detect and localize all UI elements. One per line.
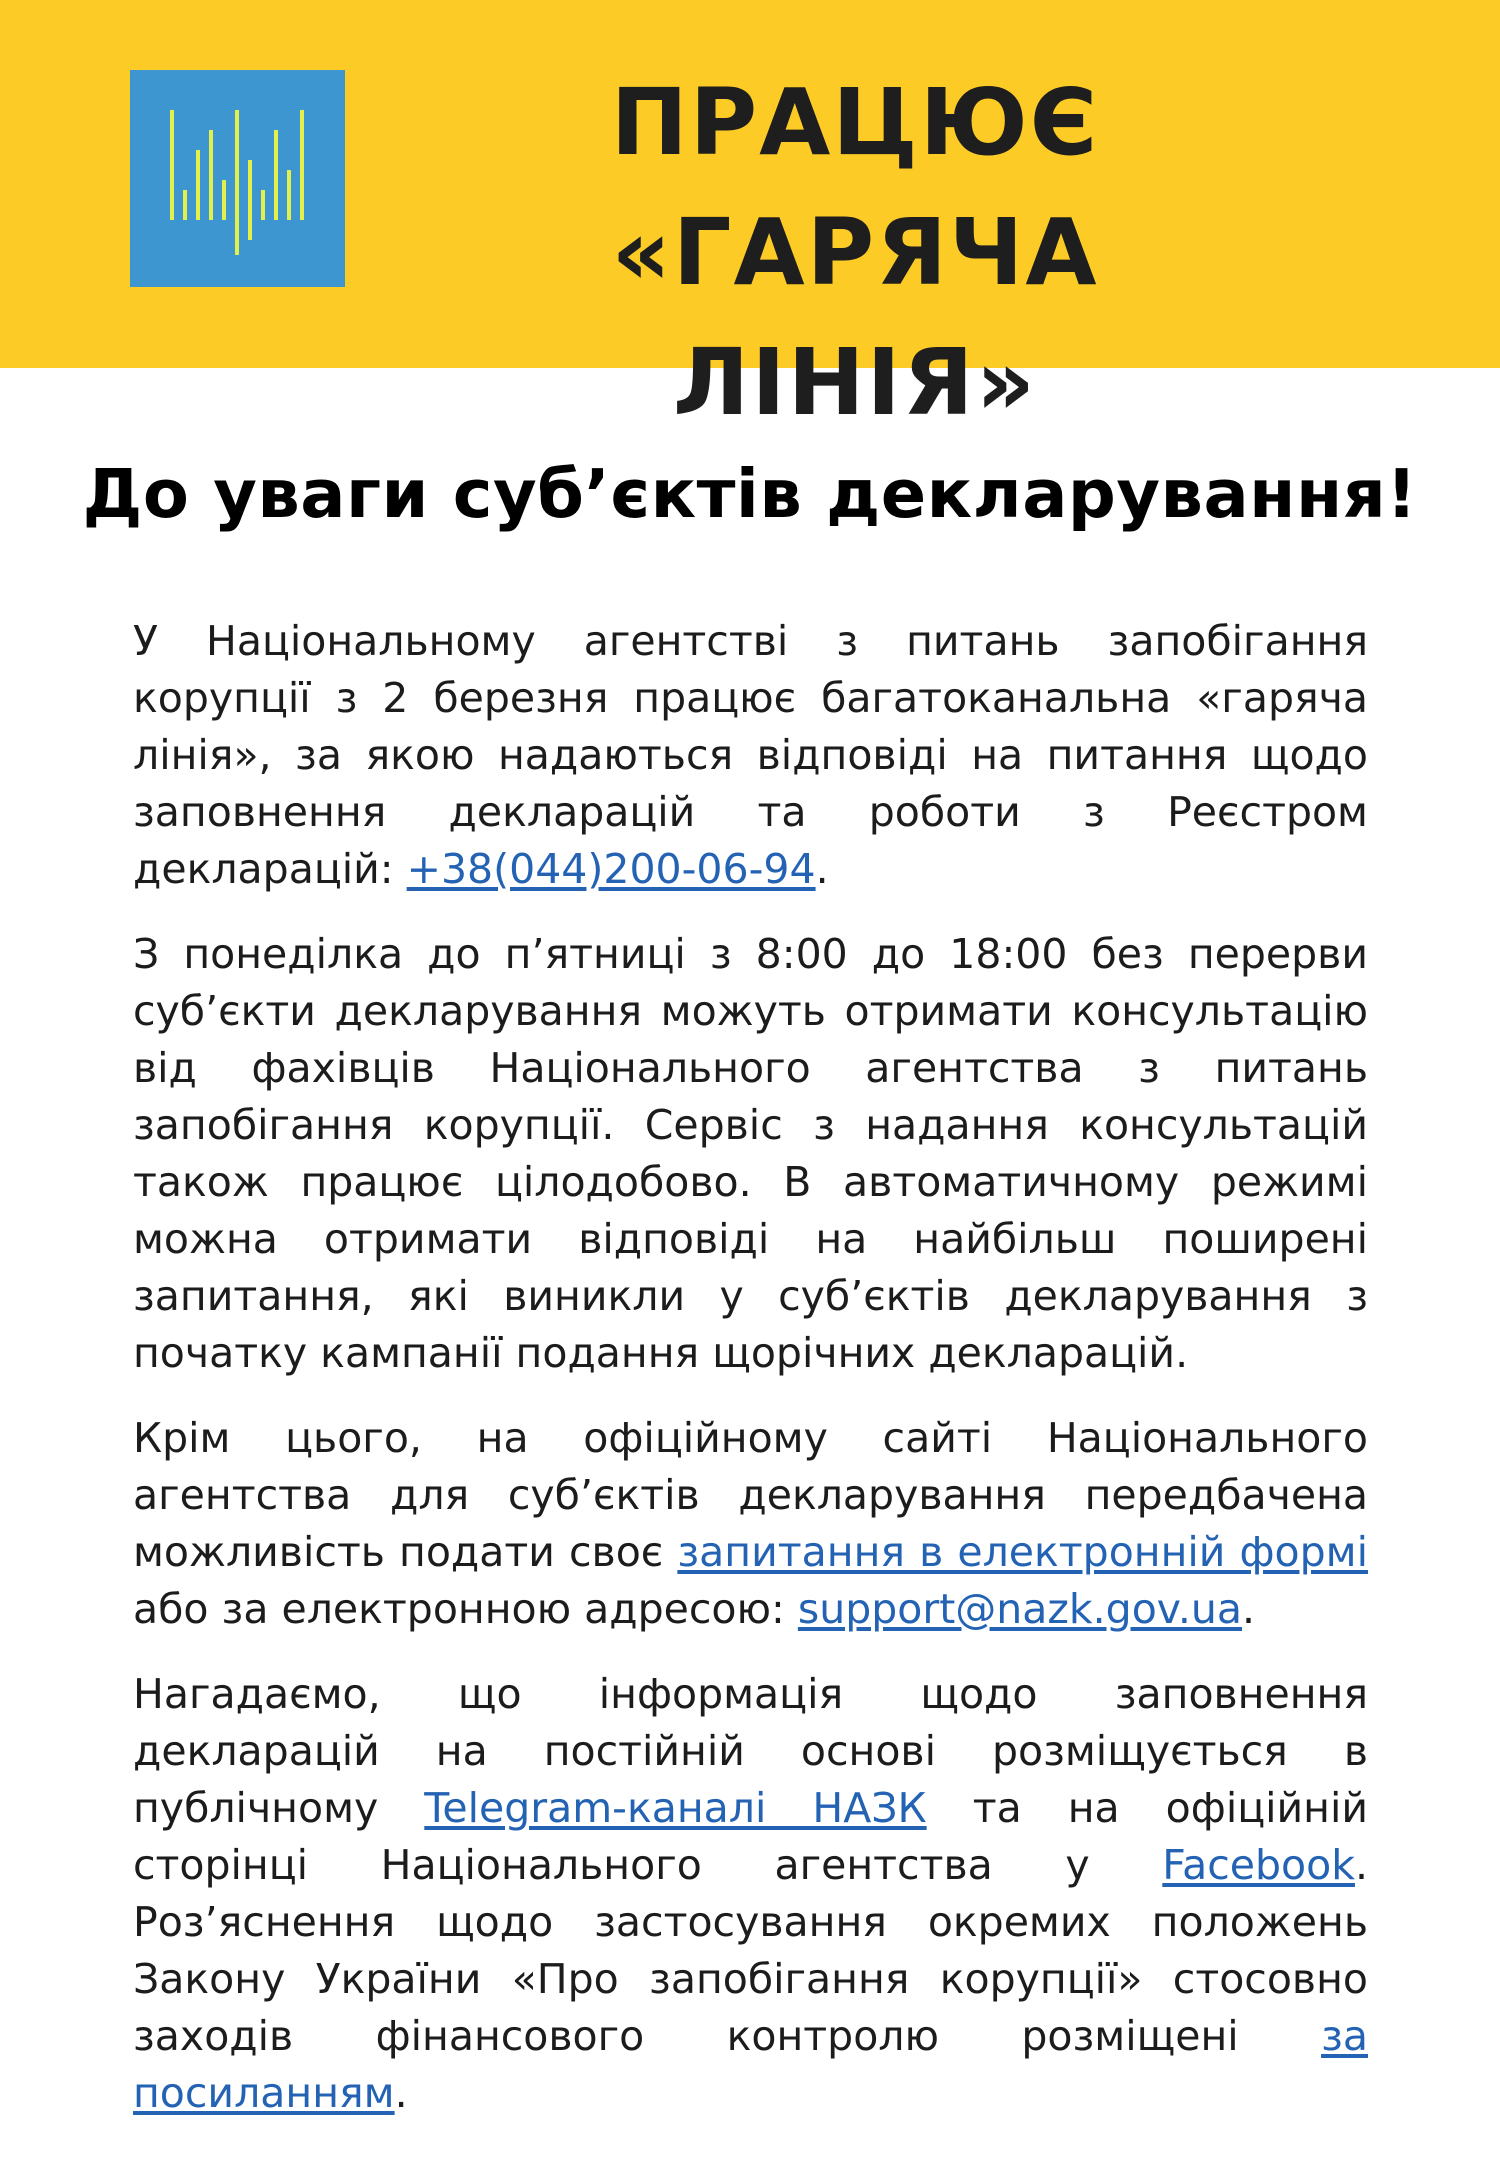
electronic-form-link[interactable]: запитання в електронній формі [677, 1528, 1368, 1576]
sound-wave-logo-icon [130, 70, 345, 287]
header-banner [0, 0, 1500, 436]
facebook-link[interactable]: Facebook [1162, 1841, 1355, 1889]
article-body [133, 613, 1368, 2150]
paragraph-text: У Національному агентстві з питань запобігання корупції з 2 березня працює багатоканальна «гаряча лінія», за якою надаються відповіді на питання щодо заповнення декларацій та роботи з Реєстром декларацій: [133, 617, 1368, 893]
paragraph-text: або за електронною адресою: [133, 1585, 798, 1633]
support-email-link[interactable]: support@nazk.gov.ua [797, 1585, 1243, 1633]
paragraph-online-form [133, 1410, 1368, 1638]
paragraph-text: . Роз’яснення щодо застосування окремих положень Закону України «Про запобігання корупції» стосовно заходів фінансового контролю розміщені [133, 1841, 1368, 2060]
paragraph-reminder [133, 1666, 1368, 2122]
paragraph-text: . [394, 2069, 408, 2117]
paragraph-text: . [815, 845, 829, 893]
phone-link[interactable]: +38(044)200-06-94 [406, 845, 816, 893]
banner-title-line2: «ГАРЯЧА ЛІНІЯ» [611, 199, 1099, 436]
paragraph-hotline [133, 613, 1368, 898]
clarifications-link[interactable]: за посиланням [133, 2012, 1368, 2117]
page-heading: До уваги суб’єктів декларування! [82, 455, 1418, 533]
paragraph-hours [133, 926, 1368, 1382]
banner-title-line1: ПРАЦЮЄ [610, 69, 1100, 176]
telegram-channel-link[interactable]: Telegram-каналі НАЗК [424, 1784, 927, 1832]
banner-title [440, 58, 1270, 448]
paragraph-text: . [1242, 1585, 1256, 1633]
paragraph-text: та на офіційній сторінці Національного агентства у [133, 1784, 1368, 1889]
paragraph-text: Крім цього, на офіційному сайті Національного агентства для суб’єктів декларування передбачена можливість подати своє [133, 1414, 1368, 1576]
paragraph-text: З понеділка до п’ятниці з 8:00 до 18:00 без перерви суб’єкти декларування можуть отримати консультацію від фахівців Національного агентства з питань запобігання корупції. Сервіс з надання консультацій також працює цілодобово. В автоматичному режимі можна отримати відповіді на найбільш поширені запитання, які виникли у суб’єктів декларування з початку кампанії подання щорічних декларацій. [133, 930, 1368, 1377]
paragraph-text: Нагадаємо, що інформація щодо заповнення декларацій на постійній основі розміщується в публічному [133, 1670, 1368, 1832]
